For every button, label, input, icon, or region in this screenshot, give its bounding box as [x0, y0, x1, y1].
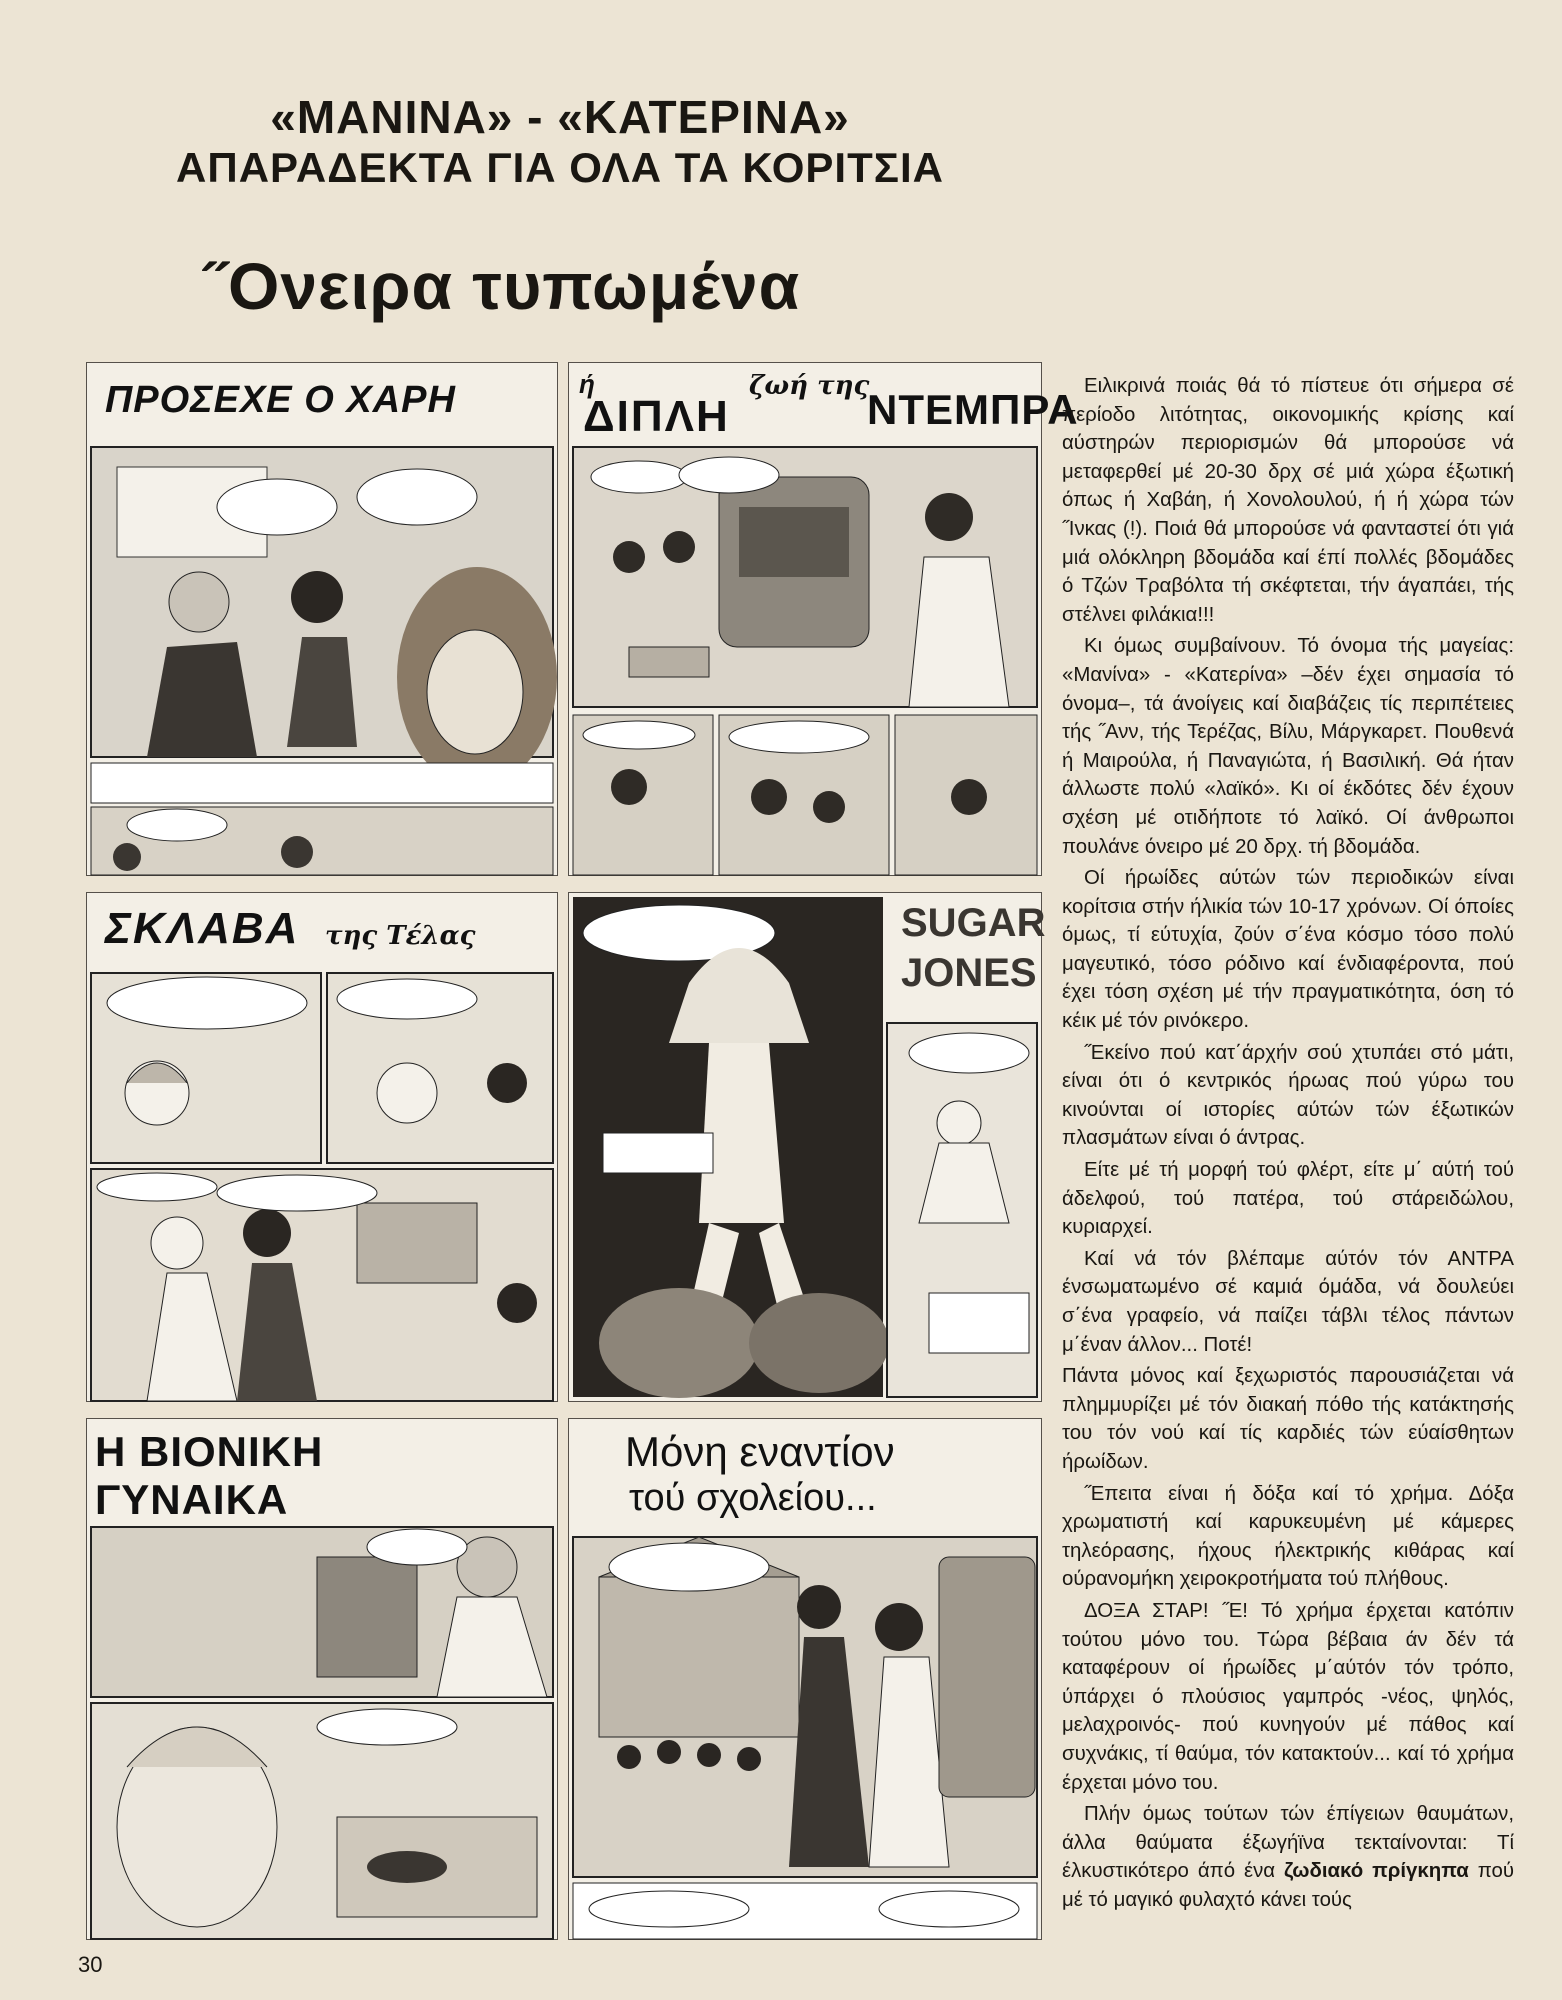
paragraph: ˝Εκείνο πού κατ΄άρχήν σού χτυπάει στό μάτι, είναι ότι ό κεντρικός ήρωας πού γύρω του κινούνται οί ιστορίες αύτών τών έξωτικών πλασμάτων είναι ό άντρας. — [1062, 1041, 1514, 1150]
article-title: ˝Ονειρα τυπωμένα — [205, 249, 801, 323]
comic-title-jones: JONES — [901, 951, 1037, 995]
paragraph: ˝Επειτα είναι ή δόξα καί τό χρήμα. Δόξα χρωματιστή καί καρυκευμένη μέ κάμερες τηλεόρασης, ήχους ήλεκτρικής κιθάρας καί ούρανομήκη χειροκροτήματα τού πλήθους. — [1062, 1482, 1514, 1591]
comic-title-bioniki: Η ΒΙΟΝΙΚΗ — [95, 1428, 324, 1475]
paragraph: Κι όμως συμβαίνουν. Τό όνομα τής μαγείας: «Μανίνα» - «Κατερίνα» –δέν έχει σημασία τό όνομα–, τά άνοίγεις καί διαβάζεις τίς περιπέτειες τής ˝Ανν, τής Τερέζας, Βίλυ, Μάργκαρετ. Πουθενά ή Μαιρούλα, ή Παναγιώτα, ή Βασιλική. Θά ήταν άλλωστε πολύ «λαϊκό». Κι οί έκδότες δέν έχουν σχέση μέ οτιδήποτε τό λαϊκό. Οί άνθρωποι πουλάνε όνειρο μέ 20 δρχ. τή βδομάδα. — [1062, 635, 1514, 858]
comic-panel-moni-enantion — [568, 1418, 1042, 1940]
comic-title-sugar: SUGAR — [901, 901, 1046, 945]
comic-panel-sklava — [86, 892, 558, 1402]
comic-art — [87, 447, 557, 875]
paragraph: Ειλικρινά ποιάς θά τό πίστευε ότι σήμερα σέ περίοδο λιτότητας, οικονομικής κρίσης καί αύστηρών περιορισμών θά μπορούσε νά μεταφερθεί μέ 20-30 δρχ σέ μιά χώρα έξωτική όπως ή Χαβάη, ή Χονολουλού, ή ή χώρα τών ˝Ινκας (!). Ποιά θά μπορούσε νά φανταστεί ότι γιά μιά ολόκληρη βδομάδα καί έπί πολλές βδομάδες ό Τζών Τραβόλτα τή σκέφτεται, τήν άγαπάει, τής στέλνει φιλάκια!!! — [1062, 375, 1514, 626]
comic-panel-bioniki — [86, 1418, 558, 1940]
headline-line-1: «ΜΑΝΙΝΑ» - «ΚΑΤΕΡΙΝΑ» — [270, 91, 850, 143]
comic-title-small: ή — [579, 369, 595, 399]
paragraph: Πάντα μόνος καί ξεχωριστός παρουσιάζεται νά πλημμυρίζει μέ τόν διακαή πόθο τής κατάκτησής του τόν νού καί τίς καρδιές τών εύαίσθητων ήρωίδων. — [1062, 1365, 1514, 1473]
paragraph-text: Πλήν όμως τούτων τών έπίγειων θαυμάτων, άλλα θαύματα έξωγήϊνα τεκταίνονται: Τί έλκυστικότερο άπό ένα — [1062, 1803, 1514, 1883]
emphasis-text: ζωδιακό πρίγκηπα — [1284, 1860, 1469, 1883]
comic-art — [569, 447, 1041, 875]
comic-title-gynaika: ΓΥΝΑΙΚΑ — [95, 1476, 289, 1523]
article-body — [1062, 372, 1514, 1917]
comic-art — [569, 1537, 1041, 1939]
paragraph-text: πού μέ τό μαγικό φυλαχτό κάνει τούς — [1062, 1860, 1515, 1911]
headline-line-2: ΑΠΑΡΑΔΕΚΤΑ ΓΙΑ ΟΛΑ ΤΑ ΚΟΡΙΤΣΙΑ — [176, 143, 944, 191]
paragraph: Καί νά τόν βλέπαμε αύτόν τόν ΑΝΤΡΑ ένσωματωμένο σέ καμιά όμάδα, νά δουλεύει σ΄ένα γραφείο, νά παίζει τάβλι τέλος πάντων μ΄έναν άλλον... Ποτέ! — [1062, 1247, 1514, 1356]
headline — [120, 92, 1000, 191]
comic-title-sklava: ΣΚΛΑΒΑ — [105, 904, 300, 953]
comic-title-scholeiou: τού σχολείου... — [629, 1477, 877, 1519]
page-number: 30 — [78, 1952, 103, 1977]
paragraph: ΔΟΞΑ ΣΤΑΡ! ˝Ε! Τό χρήμα έρχεται κατόπιν τούτου μόνο του. Τώρα βέβαια άν δέν τά καταφέρουν οί ήρωίδες μ΄αύτόν τόν τρόπο, ύπάρχει ό πλούσιος γαμπρός -νέος, ψηλός, μελαχροινός- πού κυνηγούν μέ πάθος καί συχνάκις, τί θαύμα, τόν κατακτούν... καί τό χρήμα έρχεται μόνο του. — [1062, 1599, 1514, 1794]
comic-title-script: της Τέλας — [325, 921, 476, 951]
comic-panel-sugar-jones — [568, 892, 1046, 1402]
comic-art — [87, 1527, 557, 1939]
comic-title-ntempra: ΝΤΕΜΠΡΑ — [867, 386, 1079, 433]
comic-panel-proseche — [86, 362, 558, 876]
comic-title-script: ζωή της — [749, 371, 870, 401]
paragraph — [1062, 1800, 1514, 1914]
paragraph: Είτε μέ τή μορφή τού φλέρτ, είτε μ΄ αύτή τού άδελφού, τού πατέρα, τού στάρειδώλου, κυριαρχεί. — [1062, 1159, 1514, 1239]
comic-art — [87, 973, 557, 1401]
comic-title-moni: Μόνη εναντίον — [625, 1428, 895, 1475]
comic-title-dipli: ΔΙΠΛΗ — [583, 392, 730, 441]
comic-title-proseche: ΠΡΟΣΕΧΕ Ο ΧΑΡΗ — [105, 379, 456, 421]
comic-panel-dipli — [568, 362, 1079, 876]
paragraph: Οί ήρωίδες αύτών τών περιοδικών είναι κορίτσια στήν ήλικία τών 10-17 χρόνων. Οί όποίες όμως, τί εύτυχία, ζούν σ΄ένα κόσμο τόσο πολύ μαγευτικό, τόσο ρόδινο καί ένδιαφέροντα, πού έχει τόση σχέση μέ τήν πραγματικότητα, όση τό κέικ μέ τόν ρινόκερο. — [1062, 867, 1514, 1033]
